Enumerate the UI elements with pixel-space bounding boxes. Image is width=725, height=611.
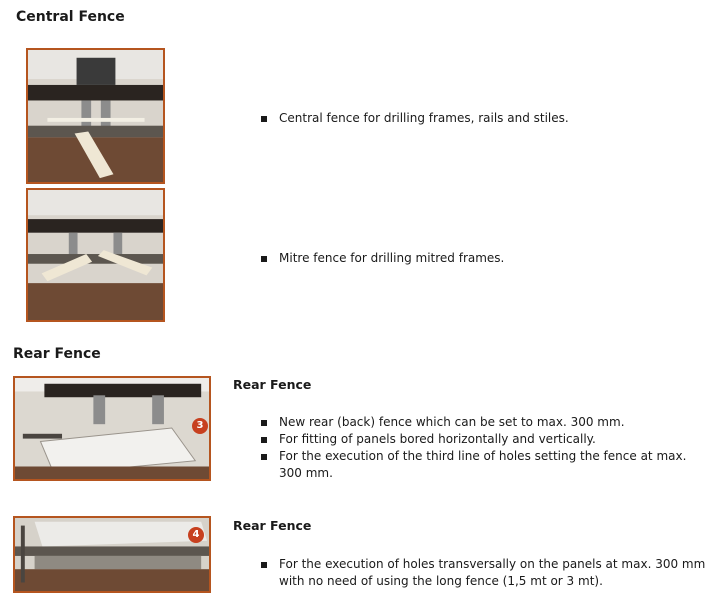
rear-fence-bullet: New rear (back) fence which can be set to max. 300 mm.: [260, 414, 710, 431]
central-fence-heading: Central Fence: [16, 9, 125, 25]
item-3-badge: 3: [192, 418, 208, 434]
rear-fence-heading: Rear Fence: [13, 346, 101, 362]
rear-fence-bullet: For the execution of the third line of holes setting the fence at max. 300 mm.: [260, 448, 710, 482]
mitre-fence-list: [260, 250, 690, 267]
rear-fence-bullet: For the execution of holes transversally on the panels at max. 300 mm with no need of using the long fence (1,5 mt or 3 mt).: [260, 556, 710, 590]
rear-fence-title-1: Rear Fence: [233, 377, 312, 392]
rear-fence-photo-3: [13, 376, 211, 481]
machine-photo-icon: [15, 378, 209, 479]
mitre-fence-bullet: Mitre fence for drilling mitred frames.: [260, 250, 690, 267]
rear-fence-list-2: [260, 556, 710, 590]
rear-fence-bullet: For fitting of panels bored horizontally and vertically.: [260, 431, 710, 448]
central-fence-bullet: Central fence for drilling frames, rails and stiles.: [260, 110, 690, 127]
machine-photo-icon: [28, 190, 163, 320]
mitre-fence-photo: [26, 188, 165, 322]
rear-fence-title-2: Rear Fence: [233, 518, 312, 533]
central-fence-photo: [26, 48, 165, 184]
item-4-badge: 4: [188, 527, 204, 543]
rear-fence-list-1: [260, 414, 710, 482]
machine-photo-icon: [15, 518, 209, 591]
rear-fence-photo-4: [13, 516, 211, 593]
central-fence-list: [260, 110, 690, 127]
machine-photo-icon: [28, 50, 163, 182]
